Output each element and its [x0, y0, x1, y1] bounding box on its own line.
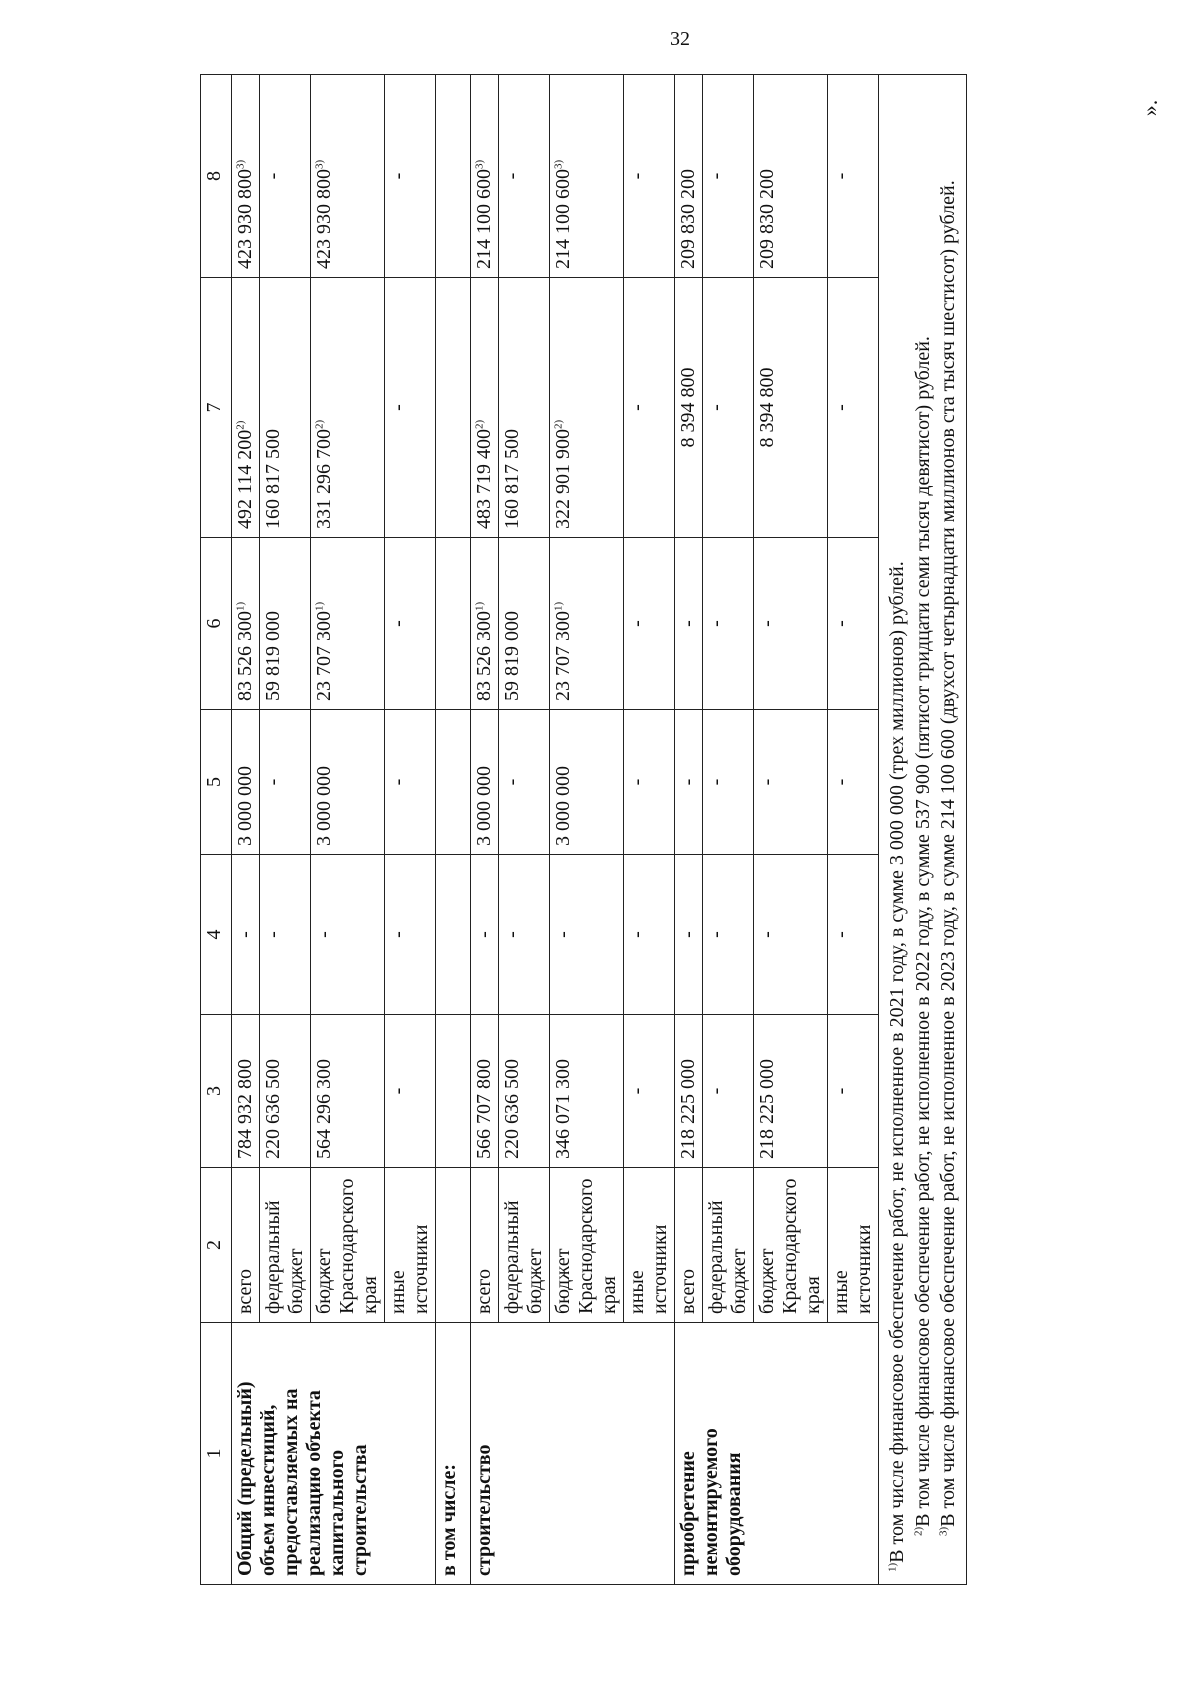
footnote-mark: 1) — [234, 601, 247, 611]
footnote-mark: 2) — [234, 420, 247, 430]
table-row — [471, 75, 499, 1585]
cell-value: 220 636 500 — [499, 1015, 550, 1168]
cell-value: 160 817 500 — [260, 278, 311, 538]
cell-value: 483 719 400$^{2)}$ — [471, 278, 499, 538]
cell-value: - — [828, 855, 879, 1015]
row-category: в том числе: — [436, 1323, 471, 1585]
cell-value: - — [828, 1015, 879, 1168]
cell-value: 59 819 000 — [260, 538, 311, 710]
cell-value: 346 071 300 — [550, 1015, 624, 1168]
funding-source: всего — [675, 1168, 703, 1323]
cell-value: 83 526 300$^{1)}$ — [471, 538, 499, 710]
column-header: 3 — [201, 1015, 232, 1168]
cell-value: - — [675, 855, 703, 1015]
closing-quote-mark: ». — [1137, 99, 1162, 117]
column-header: 2 — [201, 1168, 232, 1323]
cell-value: - — [385, 538, 436, 710]
cell-value: 492 114 200$^{2)}$ — [232, 278, 260, 538]
funding-source: всего — [232, 1168, 260, 1323]
cell-value: - — [385, 710, 436, 855]
cell-value: 23 707 300$^{1)}$ — [311, 538, 385, 710]
cell-value: 564 296 300 — [311, 1015, 385, 1168]
footnote-mark: 2) — [313, 419, 326, 429]
table-row — [675, 75, 703, 1585]
footnote-mark: 2) — [473, 419, 486, 429]
column-number-row — [201, 75, 232, 1585]
investment-table — [200, 74, 967, 1585]
column-header: 4 — [201, 855, 232, 1015]
cell-value: - — [703, 855, 754, 1015]
page-number: 32 — [670, 28, 690, 50]
funding-source: федеральный бюджет — [703, 1168, 754, 1323]
cell-value: 784 932 800 — [232, 1015, 260, 1168]
cell-value: - — [385, 278, 436, 538]
cell-value: - — [703, 1015, 754, 1168]
cell-value: - — [703, 710, 754, 855]
row-category: Общий (предельный) объем инвестиций, предоставляемых на реализацию объекта капитального строительства — [232, 1323, 436, 1585]
table-row — [436, 75, 471, 1585]
cell-value: 3 000 000 — [232, 710, 260, 855]
cell-value: - — [624, 278, 675, 538]
funding-source: бюджет Краснодарского края — [754, 1168, 828, 1323]
funding-source: иные источники — [385, 1168, 436, 1323]
column-header: 6 — [201, 538, 232, 710]
cell-value: 218 225 000 — [754, 1015, 828, 1168]
cell-value — [436, 538, 471, 710]
cell-value: - — [624, 710, 675, 855]
cell-value — [436, 75, 471, 278]
footnotes-row — [879, 75, 967, 1585]
cell-value: - — [828, 538, 879, 710]
cell-value: - — [311, 855, 385, 1015]
cell-value: - — [624, 538, 675, 710]
footnote-mark: 1) — [313, 601, 326, 611]
cell-value: 3 000 000 — [550, 710, 624, 855]
cell-value: - — [624, 75, 675, 278]
cell-value: - — [550, 855, 624, 1015]
cell-value: - — [385, 855, 436, 1015]
funding-source: иные источники — [624, 1168, 675, 1323]
cell-value: - — [260, 75, 311, 278]
cell-value: 218 225 000 — [675, 1015, 703, 1168]
cell-value: - — [471, 855, 499, 1015]
cell-value: - — [385, 75, 436, 278]
funding-source: бюджет Краснодарского края — [550, 1168, 624, 1323]
cell-value: - — [703, 278, 754, 538]
cell-value: - — [828, 75, 879, 278]
cell-value: - — [385, 1015, 436, 1168]
cell-value — [436, 1168, 471, 1323]
funding-source: федеральный бюджет — [260, 1168, 311, 1323]
cell-value: - — [754, 855, 828, 1015]
cell-value: 214 100 600$^{3)}$ — [550, 75, 624, 278]
cell-value: - — [703, 538, 754, 710]
footnote: $^{1)}$В том числе финансовое обеспечение работ, не исполненное в 2021 году, в сумме 3 000 000 (трех миллионов) рублей. — [886, 561, 908, 1572]
cell-value: 23 707 300$^{1)}$ — [550, 538, 624, 710]
cell-value: 566 707 800 — [471, 1015, 499, 1168]
footnote-mark: 3) — [313, 159, 326, 169]
cell-value: - — [624, 855, 675, 1015]
cell-value: 209 830 200 — [754, 75, 828, 278]
cell-value: 423 930 800$^{3)}$ — [311, 75, 385, 278]
footnote-mark: 3) — [234, 159, 247, 169]
funding-source: федеральный бюджет — [499, 1168, 550, 1323]
funding-source: бюджет Краснодарского края — [311, 1168, 385, 1323]
cell-value: - — [754, 538, 828, 710]
column-header: 7 — [201, 278, 232, 538]
cell-value: - — [499, 855, 550, 1015]
cell-value: 220 636 500 — [260, 1015, 311, 1168]
cell-value: - — [499, 710, 550, 855]
footnote-mark: 3) — [552, 159, 565, 169]
cell-value: 209 830 200 — [675, 75, 703, 278]
cell-value: 160 817 500 — [499, 278, 550, 538]
cell-value: - — [624, 1015, 675, 1168]
cell-value: 214 100 600$^{3)}$ — [471, 75, 499, 278]
cell-value: 3 000 000 — [471, 710, 499, 855]
column-header: 1 — [201, 1323, 232, 1585]
cell-value — [436, 278, 471, 538]
cell-value: 83 526 300$^{1)}$ — [232, 538, 260, 710]
cell-value: - — [754, 710, 828, 855]
cell-value: - — [828, 278, 879, 538]
cell-value: - — [828, 710, 879, 855]
cell-value: - — [675, 710, 703, 855]
cell-value — [436, 710, 471, 855]
cell-value: - — [703, 75, 754, 278]
footnote-mark: 3) — [473, 159, 486, 169]
row-category: приобретение немонтируемого оборудования — [675, 1323, 879, 1585]
cell-value: 3 000 000 — [311, 710, 385, 855]
funding-source: иные источники — [828, 1168, 879, 1323]
cell-value: - — [260, 855, 311, 1015]
cell-value: - — [499, 75, 550, 278]
funding-source: всего — [471, 1168, 499, 1323]
column-header: 8 — [201, 75, 232, 278]
footnote: $^{2)}$В том числе финансовое обеспечение работ, не исполненное в 2022 году, в сумме 537 900 (пятисот тридцати семи тысяч девятисот) рублей. — [911, 336, 934, 1536]
footnote-mark: 2) — [552, 419, 565, 429]
cell-value: - — [260, 710, 311, 855]
table-row — [232, 75, 260, 1585]
footnotes — [879, 75, 967, 1585]
footnote: $^{3)}$В том числе финансовое обеспечение работ, не исполненное в 2023 году, в сумме 214 100 600 (двухсот четырнадцати миллионов ста тысяч шестисот) рублей. — [937, 180, 960, 1536]
cell-value — [436, 1015, 471, 1168]
cell-value: 423 930 800$^{3)}$ — [232, 75, 260, 278]
cell-value: 331 296 700$^{2)}$ — [311, 278, 385, 538]
cell-value: 59 819 000 — [499, 538, 550, 710]
column-header: 5 — [201, 710, 232, 855]
cell-value: 8 394 800 — [754, 278, 828, 538]
cell-value — [436, 855, 471, 1015]
rotated-table-area — [200, 75, 1100, 1585]
cell-value: 322 901 900$^{2)}$ — [550, 278, 624, 538]
row-category: строительство — [471, 1323, 675, 1585]
cell-value: 8 394 800 — [675, 278, 703, 538]
cell-value: - — [675, 538, 703, 710]
cell-value: - — [232, 855, 260, 1015]
footnote-mark: 1) — [473, 601, 486, 611]
footnote-mark: 1) — [552, 601, 565, 611]
